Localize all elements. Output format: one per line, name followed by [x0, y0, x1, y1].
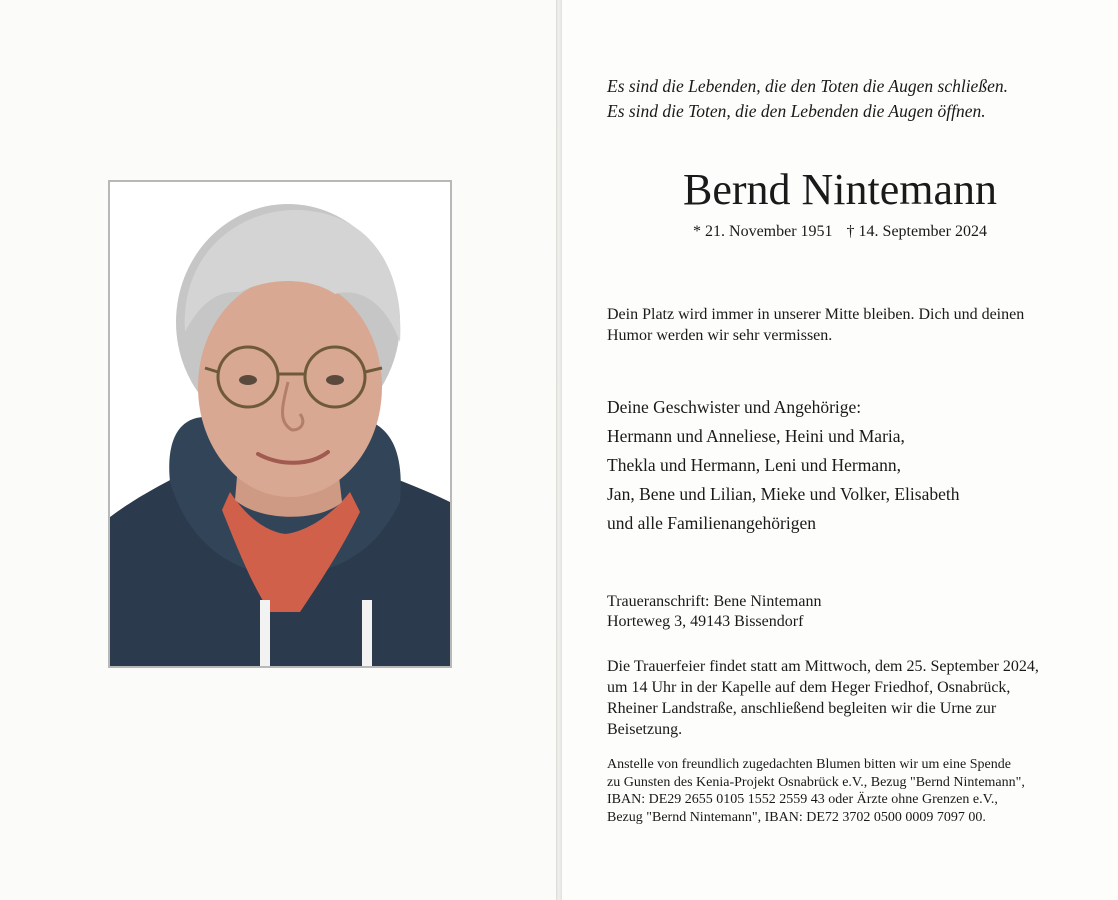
tribute-text [607, 304, 1077, 346]
portrait-image [110, 182, 450, 666]
memorial-quote [607, 74, 1077, 124]
deceased-name: Bernd Nintemann [682, 165, 998, 214]
donation-line: zu Gunsten des Kenia-Projekt Osnabrück e.V., Bezug "Bernd Nintemann", [607, 774, 1025, 790]
quote-line: Es sind die Toten, die den Lebenden die Augen öffnen. [607, 101, 986, 121]
family-heading: Deine Geschwister und Angehörige: [607, 397, 862, 417]
ceremony-line: Beisetzung. [607, 721, 683, 738]
donation-request [607, 756, 1087, 826]
donation-line: Bezug "Bernd Nintemann", IBAN: DE72 3702 0500 0009 7097 00. [607, 809, 986, 825]
donation-line: Anstelle von freundlich zugedachten Blumen bitten wir um eine Spende [607, 757, 1011, 772]
family-line: Jan, Bene und Lilian, Mieke und Volker, Elisabeth [607, 484, 960, 504]
donation-line: IBAN: DE29 2655 0105 1552 2559 43 oder Ärzte ohne Grenzen e.V., [607, 792, 998, 807]
ceremony-line: Rheiner Landstraße, anschließend begleiten wir die Urne zur [607, 700, 997, 717]
birth-date: * 21. November 1951 [693, 223, 833, 240]
family-line: Hermann und Anneliese, Heini und Maria, [607, 426, 905, 446]
portrait-photo [108, 180, 452, 668]
tribute-line: Dein Platz wird immer in unserer Mitte bleiben. Dich und deinen [607, 306, 1025, 323]
quote-line: Es sind die Lebenden, die den Toten die Augen schließen. [607, 76, 1008, 96]
address-line: Traueranschrift: Bene Nintemann [607, 593, 822, 610]
ceremony-details [607, 656, 1087, 740]
family-list [607, 393, 1087, 538]
family-line: Thekla und Hermann, Leni und Hermann, [607, 455, 902, 475]
address-line: Horteweg 3, 49143 Bissendorf [607, 613, 804, 630]
ceremony-line: Die Trauerfeier findet statt am Mittwoch, dem 25. September 2024, [607, 658, 1039, 675]
left-page [0, 0, 556, 900]
family-line: und alle Familienangehörigen [607, 513, 816, 533]
tribute-line: Humor werden wir sehr vermissen. [607, 327, 833, 344]
mourning-address [607, 592, 1077, 632]
death-date: † 14. September 2024 [846, 223, 987, 240]
life-dates [562, 221, 1118, 243]
ceremony-line: um 14 Uhr in der Kapelle auf dem Heger Friedhof, Osnabrück, [607, 679, 1011, 696]
